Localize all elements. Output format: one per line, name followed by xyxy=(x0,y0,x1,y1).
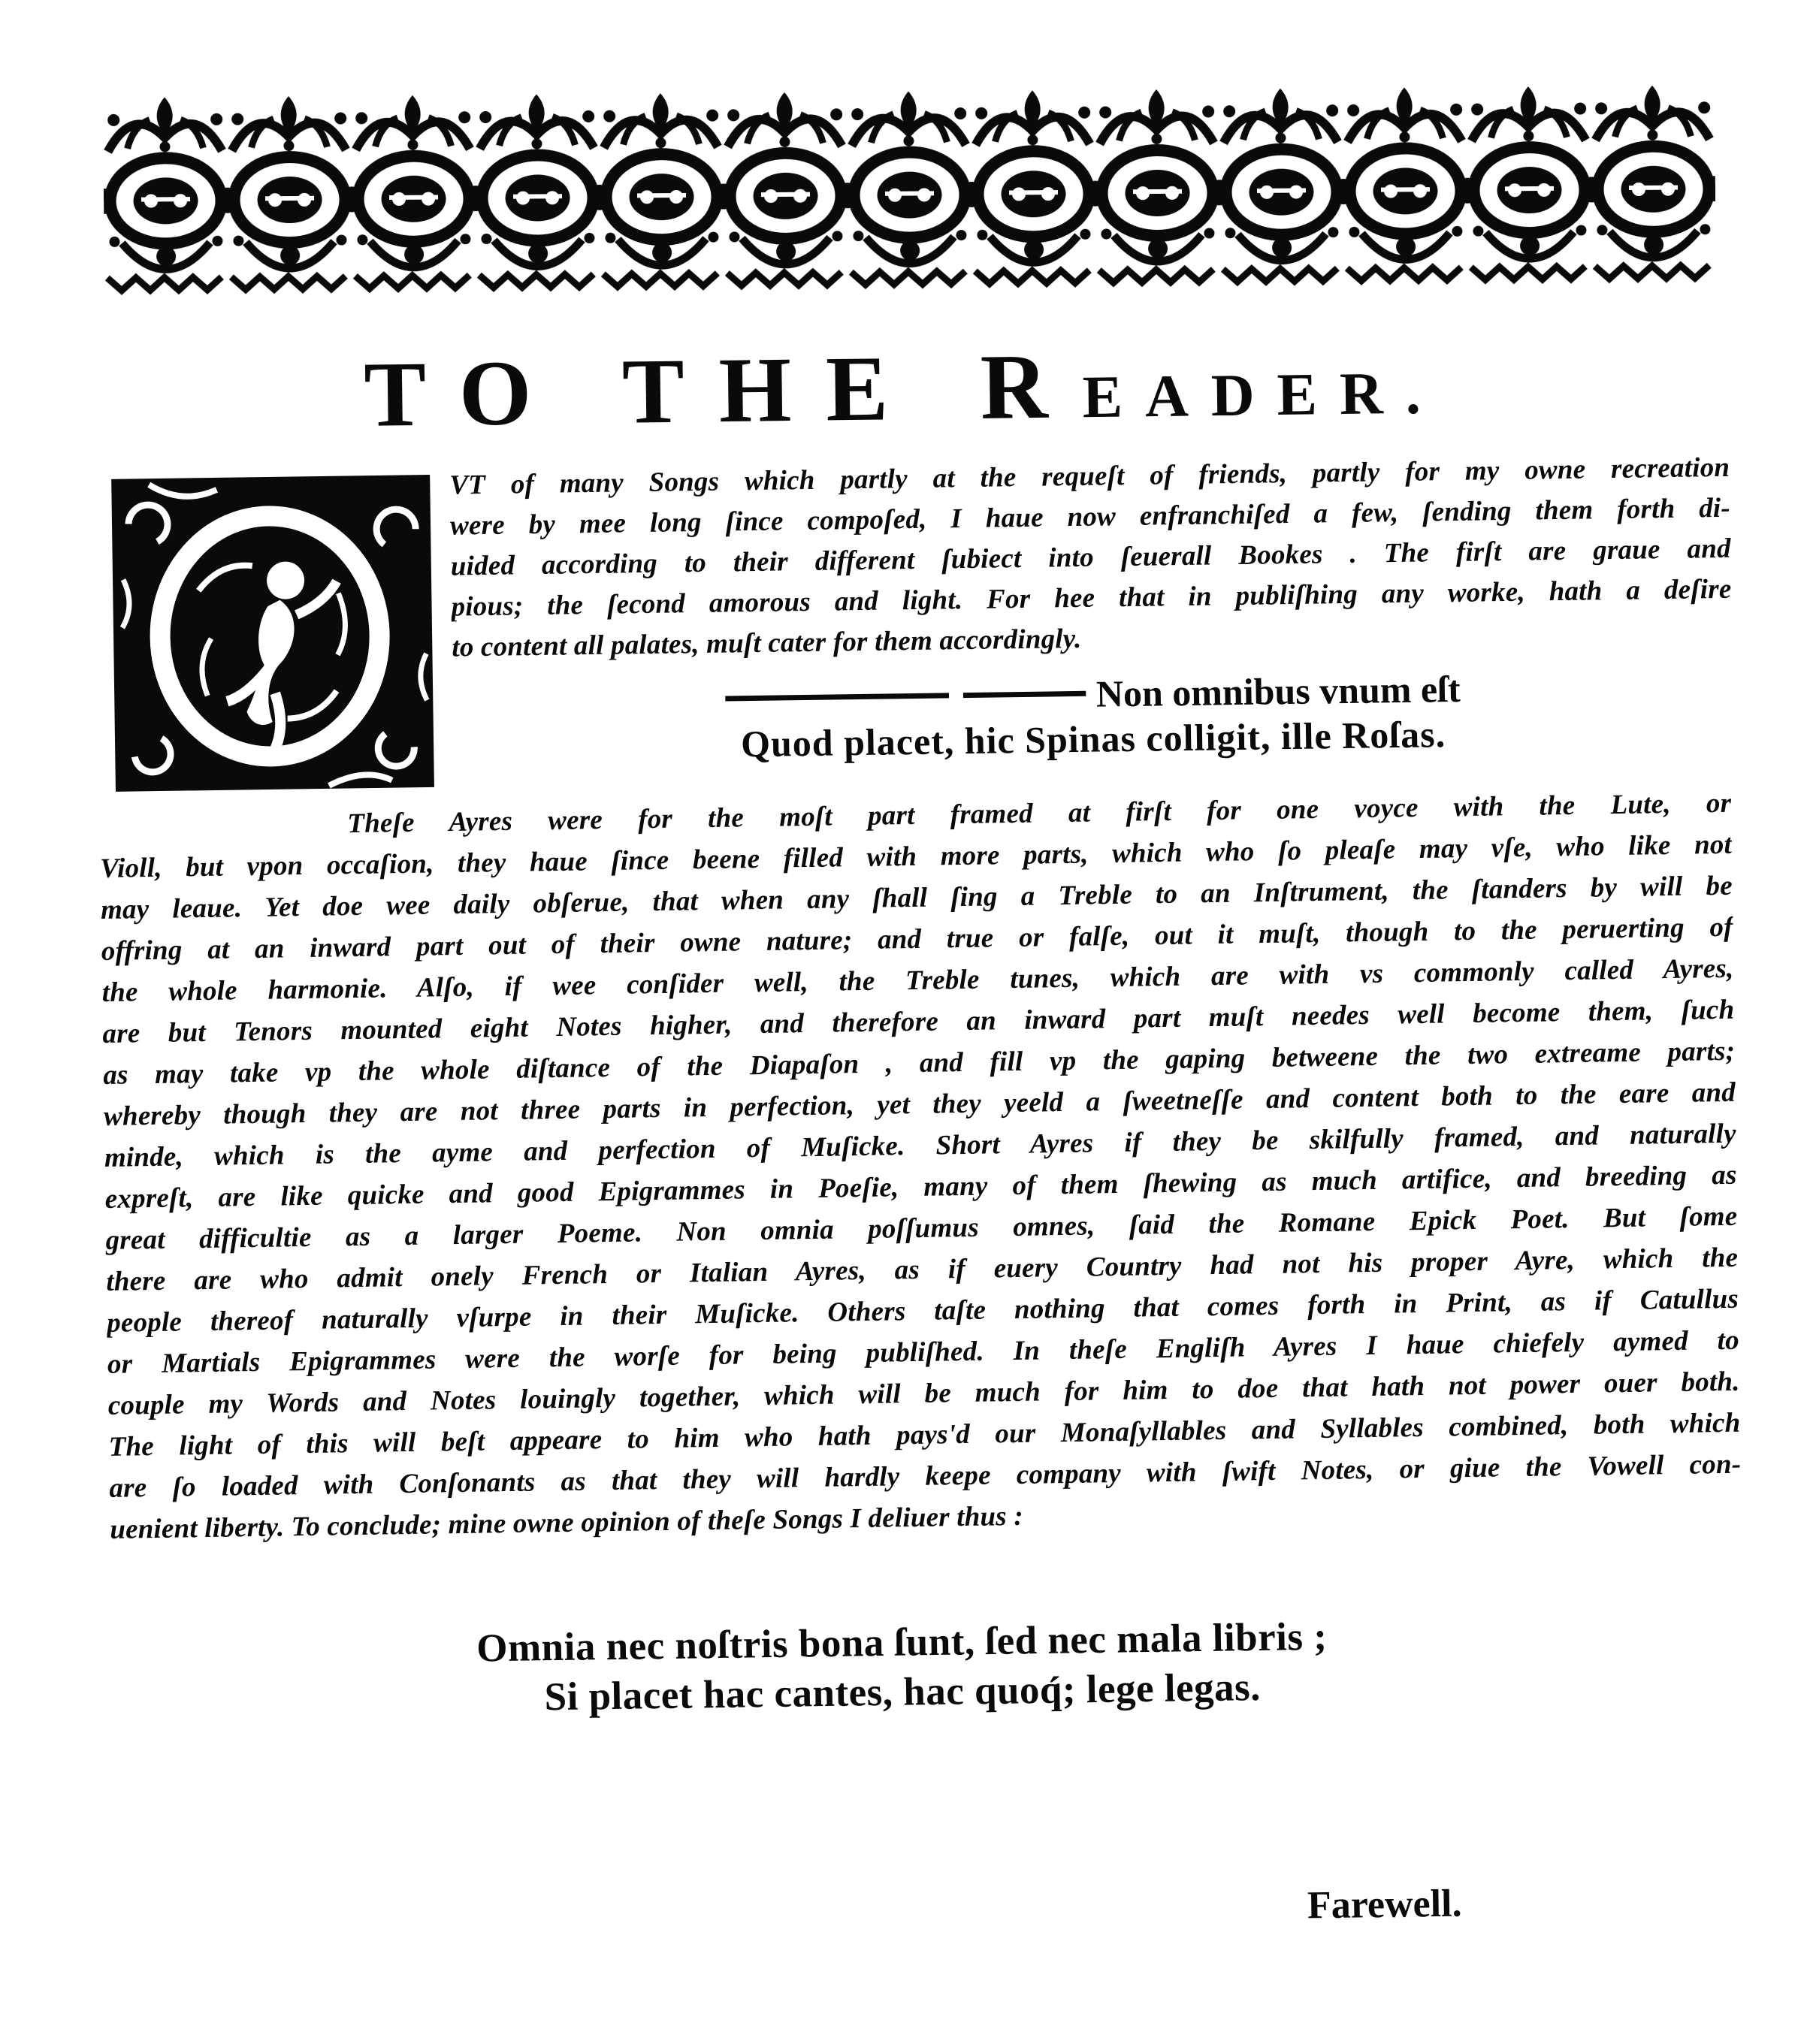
text-line: whereby though they are not three parts in perfection, yet they yeeld a ſweetneſſe and content both to the eare and xyxy=(103,1076,1736,1132)
text-line: The light of this will beſt appeare to him who hath pays'd our Monaſyllables and Syllables combined, both which xyxy=(108,1407,1741,1463)
text-line: uided according to their different ſubiect into ſeuerall Bookes . The firſt are graue and xyxy=(450,533,1731,582)
page-title-large: TO THE R xyxy=(363,334,1083,446)
text-line: Theſe Ayres were for the moſt part framed at firſt for one voyce with the Lute, or xyxy=(347,787,1732,840)
text-line: are ſo loaded with Conſonants as that they will hardly keepe company with ſwift Notes, or giue the Vowell con- xyxy=(109,1448,1742,1504)
latin-quote-line-2: Quod placet, hic Spinas colligit, ille Roſas. xyxy=(740,713,1446,765)
text-line: may leaue. Yet doe wee daily obſerue, that when any ſhall ſing a Treble to an Inſtrument, the ſtanders by will be xyxy=(100,870,1733,925)
page-title-small: EADER. xyxy=(1082,360,1444,431)
farewell-text: Farewell. xyxy=(1307,1882,1462,1928)
text-line: the whole harmonie. Alſo, if wee conſider well, the Treble tunes, which are with vs commonly called Ayres, xyxy=(101,953,1734,1008)
text-line: great difficultie as a larger Poeme. Non omnia poſſumus omnes, ſaid the Romane Epick Poet. But ſome xyxy=(105,1200,1738,1256)
text-line: minde, which is the ayme and perfection of Muſicke. Short Ayres if they be skilfully framed, and naturally xyxy=(104,1118,1737,1173)
text-line: offring at an inward part out of their owne nature; and true or falſe, out it muſt, though to the peruerting of xyxy=(101,911,1733,967)
text-line: as may take vp the whole diſtance of the Diapaſon , and fill vp the gaping betweene the two extreame parts; xyxy=(102,1035,1736,1091)
text-line: are but Tenors mounted eight Notes higher, and therefore an inward part muſt needes well become them, ſuch xyxy=(102,994,1735,1049)
woodcut-initial-O xyxy=(105,466,440,801)
page-title xyxy=(0,324,1807,452)
text-line: uenient liberty. To conclude; mine owne opinion of theſe Songs I deliuer thus : xyxy=(109,1500,1024,1545)
text-line: pious; the ſecond amorous and light. For hee that in publiſhing any worke, hath a deſire xyxy=(451,573,1732,623)
headpiece-ornament xyxy=(103,82,1716,296)
main-paragraph xyxy=(99,783,1742,1550)
inline-rule xyxy=(725,691,1086,702)
text-line: couple my Words and Notes louingly together, which will be much for him to doe that hath not power ouer both. xyxy=(107,1366,1740,1421)
text-line: expreſt, are like quicke and good Epigrammes in Poeſie, many of them ſhewing as much artifice, and breeding as xyxy=(104,1159,1737,1215)
text-line: people thereof naturally vſurpe in their Muſicke. Others taſte nothing that comes forth in Print, as if Catullus xyxy=(106,1283,1739,1339)
text-line: VT of many Songs which partly at the requeſt of friends, partly for my owne recreation xyxy=(449,451,1730,501)
text-line: were by mee long ſince compoſed, I haue now enfranchiſed a few, ſending them forth di- xyxy=(449,492,1731,542)
closing-verse-line-1: Omnia nec noſtris bona ſunt, ſed nec mala libris ; xyxy=(476,1614,1328,1671)
text-line: Violl, but vpon occaſion, they haue ſince beene filled with more parts, which who ſo pleaſe may vſe, who like not xyxy=(99,829,1733,884)
opening-paragraph xyxy=(105,448,1734,801)
closing-verse-line-2: Si placet hac cantes, hac quoq́; lege legas. xyxy=(544,1665,1262,1719)
text-line: there are who admit onely French or Italian Ayres, as if euery Country had not his proper Ayre, which the xyxy=(106,1242,1739,1297)
closing-verse xyxy=(128,1607,1677,1728)
woodcut-initial-O-icon xyxy=(105,466,440,801)
latin-quote-text-1: Non omnibus vnum eſt xyxy=(1095,667,1461,715)
text-line: to content all palates, muſt cater for them accordingly. xyxy=(452,623,1082,663)
text-line: or Martials Epigrammes were the worſe for being publiſhed. In theſe Engliſh Ayres I haue chiefely aymed to xyxy=(107,1324,1740,1380)
fleuron-border-icon xyxy=(103,82,1716,296)
